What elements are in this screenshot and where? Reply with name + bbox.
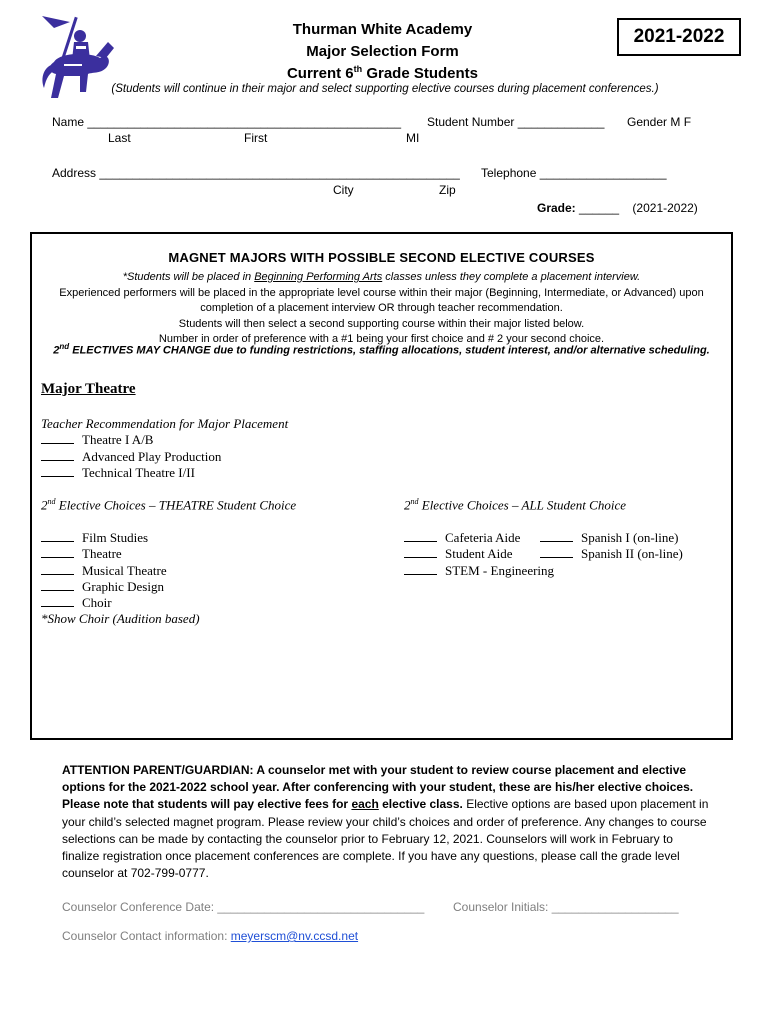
counselor-initials-field[interactable]: Counselor Initials: ___________________: [453, 900, 679, 914]
choice-blank[interactable]: [540, 531, 573, 542]
attention-bold-text: A counselor met with your student to review course placement and elective options for the 2021-2022 school year. After conferencing with your student, these are his/her elective choices. Please note that students will pay elective fees for: [62, 763, 694, 812]
grade-heading: Current 6th Grade Students: [286, 64, 479, 82]
telephone-field[interactable]: Telephone ___________________: [481, 166, 667, 180]
show-choir-note: *Show Choir (Audition based): [41, 611, 200, 627]
all-elective-list-col2: [540, 530, 683, 563]
choice-blank[interactable]: [41, 596, 74, 607]
elective-item[interactable]: Graphic Design: [41, 579, 200, 595]
elective-item[interactable]: Film Studies: [41, 530, 200, 546]
choice-blank[interactable]: [41, 547, 74, 558]
choice-blank[interactable]: [41, 466, 74, 477]
placement-item[interactable]: Advanced Play Production: [41, 449, 221, 466]
city-label: City: [333, 183, 354, 197]
form-subtitle: (Students will continue in their major and select supporting elective courses during placement conferences.): [111, 83, 659, 95]
placement-line-5: Number in order of preference with a #1 being your first choice and # 2 your second choice.: [158, 333, 605, 345]
magnet-majors-title: MAGNET MAJORS WITH POSSIBLE SECOND ELECTIVE COURSES: [168, 250, 595, 265]
counselor-conference-date-field[interactable]: Counselor Conference Date: _______________________________: [62, 900, 425, 914]
counselor-email-link[interactable]: meyerscm@nv.ccsd.net: [230, 929, 359, 943]
student-number-field[interactable]: Student Number _____________: [427, 115, 605, 129]
theatre-elective-heading: 2nd Elective Choices – THEATRE Student Choice: [41, 497, 297, 513]
choice-blank[interactable]: [41, 580, 74, 591]
attention-body: Elective options are based upon placement in your child’s selected magnet program. Please review your child’s choices and order of preference. Any changes to course selections can be made by contacting the counselor prior to February 12, 2021. Counselors will work in February to finalize registration once placement conferences are complete. If you have any questions, please call the grade level counselor at 702-799-0777.: [62, 797, 709, 881]
elective-item[interactable]: Spanish II (on-line): [540, 546, 683, 562]
first-name-label: First: [244, 131, 268, 145]
placement-note: *Students will be placed in Beginning Performing Arts classes unless they complete a placement interview.: [122, 271, 641, 283]
choice-blank[interactable]: [41, 450, 74, 461]
electives-change-note: 2nd ELECTIVES MAY CHANGE due to funding restrictions, staffing allocations, student interest, and/or alternative scheduling.: [53, 342, 710, 357]
name-field[interactable]: Name _______________________________________________: [52, 115, 402, 129]
choice-blank[interactable]: [404, 531, 437, 542]
attention-each: each: [351, 797, 379, 812]
placement-list: [41, 432, 221, 482]
choice-blank[interactable]: [41, 564, 74, 575]
teacher-recommendation-label: Teacher Recommendation for Major Placement: [41, 416, 289, 431]
elective-item[interactable]: Spanish I (on-line): [540, 530, 683, 546]
school-name: Thurman White Academy: [292, 21, 473, 38]
counselor-contact: Counselor Contact information: meyerscm@nv.ccsd.net: [62, 929, 359, 943]
placement-line-2: Experienced performers will be placed in the appropriate level course within their major (Beginning, Intermediate, or Advanced) upon: [59, 287, 704, 299]
elective-item[interactable]: Cafeteria Aide: [404, 530, 554, 546]
zip-label: Zip: [439, 183, 456, 197]
grade-field[interactable]: Grade: ______ (2021-2022): [537, 201, 698, 215]
elective-item[interactable]: STEM - Engineering: [404, 563, 554, 579]
gender-field[interactable]: Gender M F: [627, 115, 692, 129]
attention-label: ATTENTION PARENT/GUARDIAN:: [62, 763, 254, 777]
address-field[interactable]: Address ______________________________________________________: [52, 166, 460, 180]
choice-blank[interactable]: [404, 547, 437, 558]
school-year-box: 2021-2022: [617, 18, 741, 56]
choice-blank[interactable]: [41, 531, 74, 542]
elective-item[interactable]: Student Aide: [404, 546, 554, 562]
choice-blank[interactable]: [540, 547, 573, 558]
theatre-elective-list: [41, 530, 200, 628]
attention-paragraph: [62, 762, 712, 882]
placement-item[interactable]: Technical Theatre I/II: [41, 465, 221, 482]
major-theatre-heading: Major Theatre: [41, 381, 136, 397]
elective-item[interactable]: Musical Theatre: [41, 563, 200, 579]
elective-item[interactable]: Choir: [41, 595, 200, 611]
placement-line-4: Students will then select a second supporting course within their major listed below.: [178, 318, 585, 330]
middle-initial-label: MI: [406, 131, 420, 145]
choice-blank[interactable]: [404, 564, 437, 575]
all-elective-heading: 2nd Elective Choices – ALL Student Choice: [404, 497, 626, 513]
elective-item[interactable]: Theatre: [41, 546, 200, 562]
last-name-label: Last: [108, 131, 131, 145]
form-title: Major Selection Form: [306, 43, 459, 60]
all-elective-list-col1: [404, 530, 554, 579]
placement-item[interactable]: Theatre I A/B: [41, 432, 221, 449]
placement-line-3: completion of a placement interview OR through teacher recommendation.: [200, 302, 563, 314]
choice-blank[interactable]: [41, 433, 74, 444]
attention-bold-tail: elective class.: [378, 797, 463, 812]
